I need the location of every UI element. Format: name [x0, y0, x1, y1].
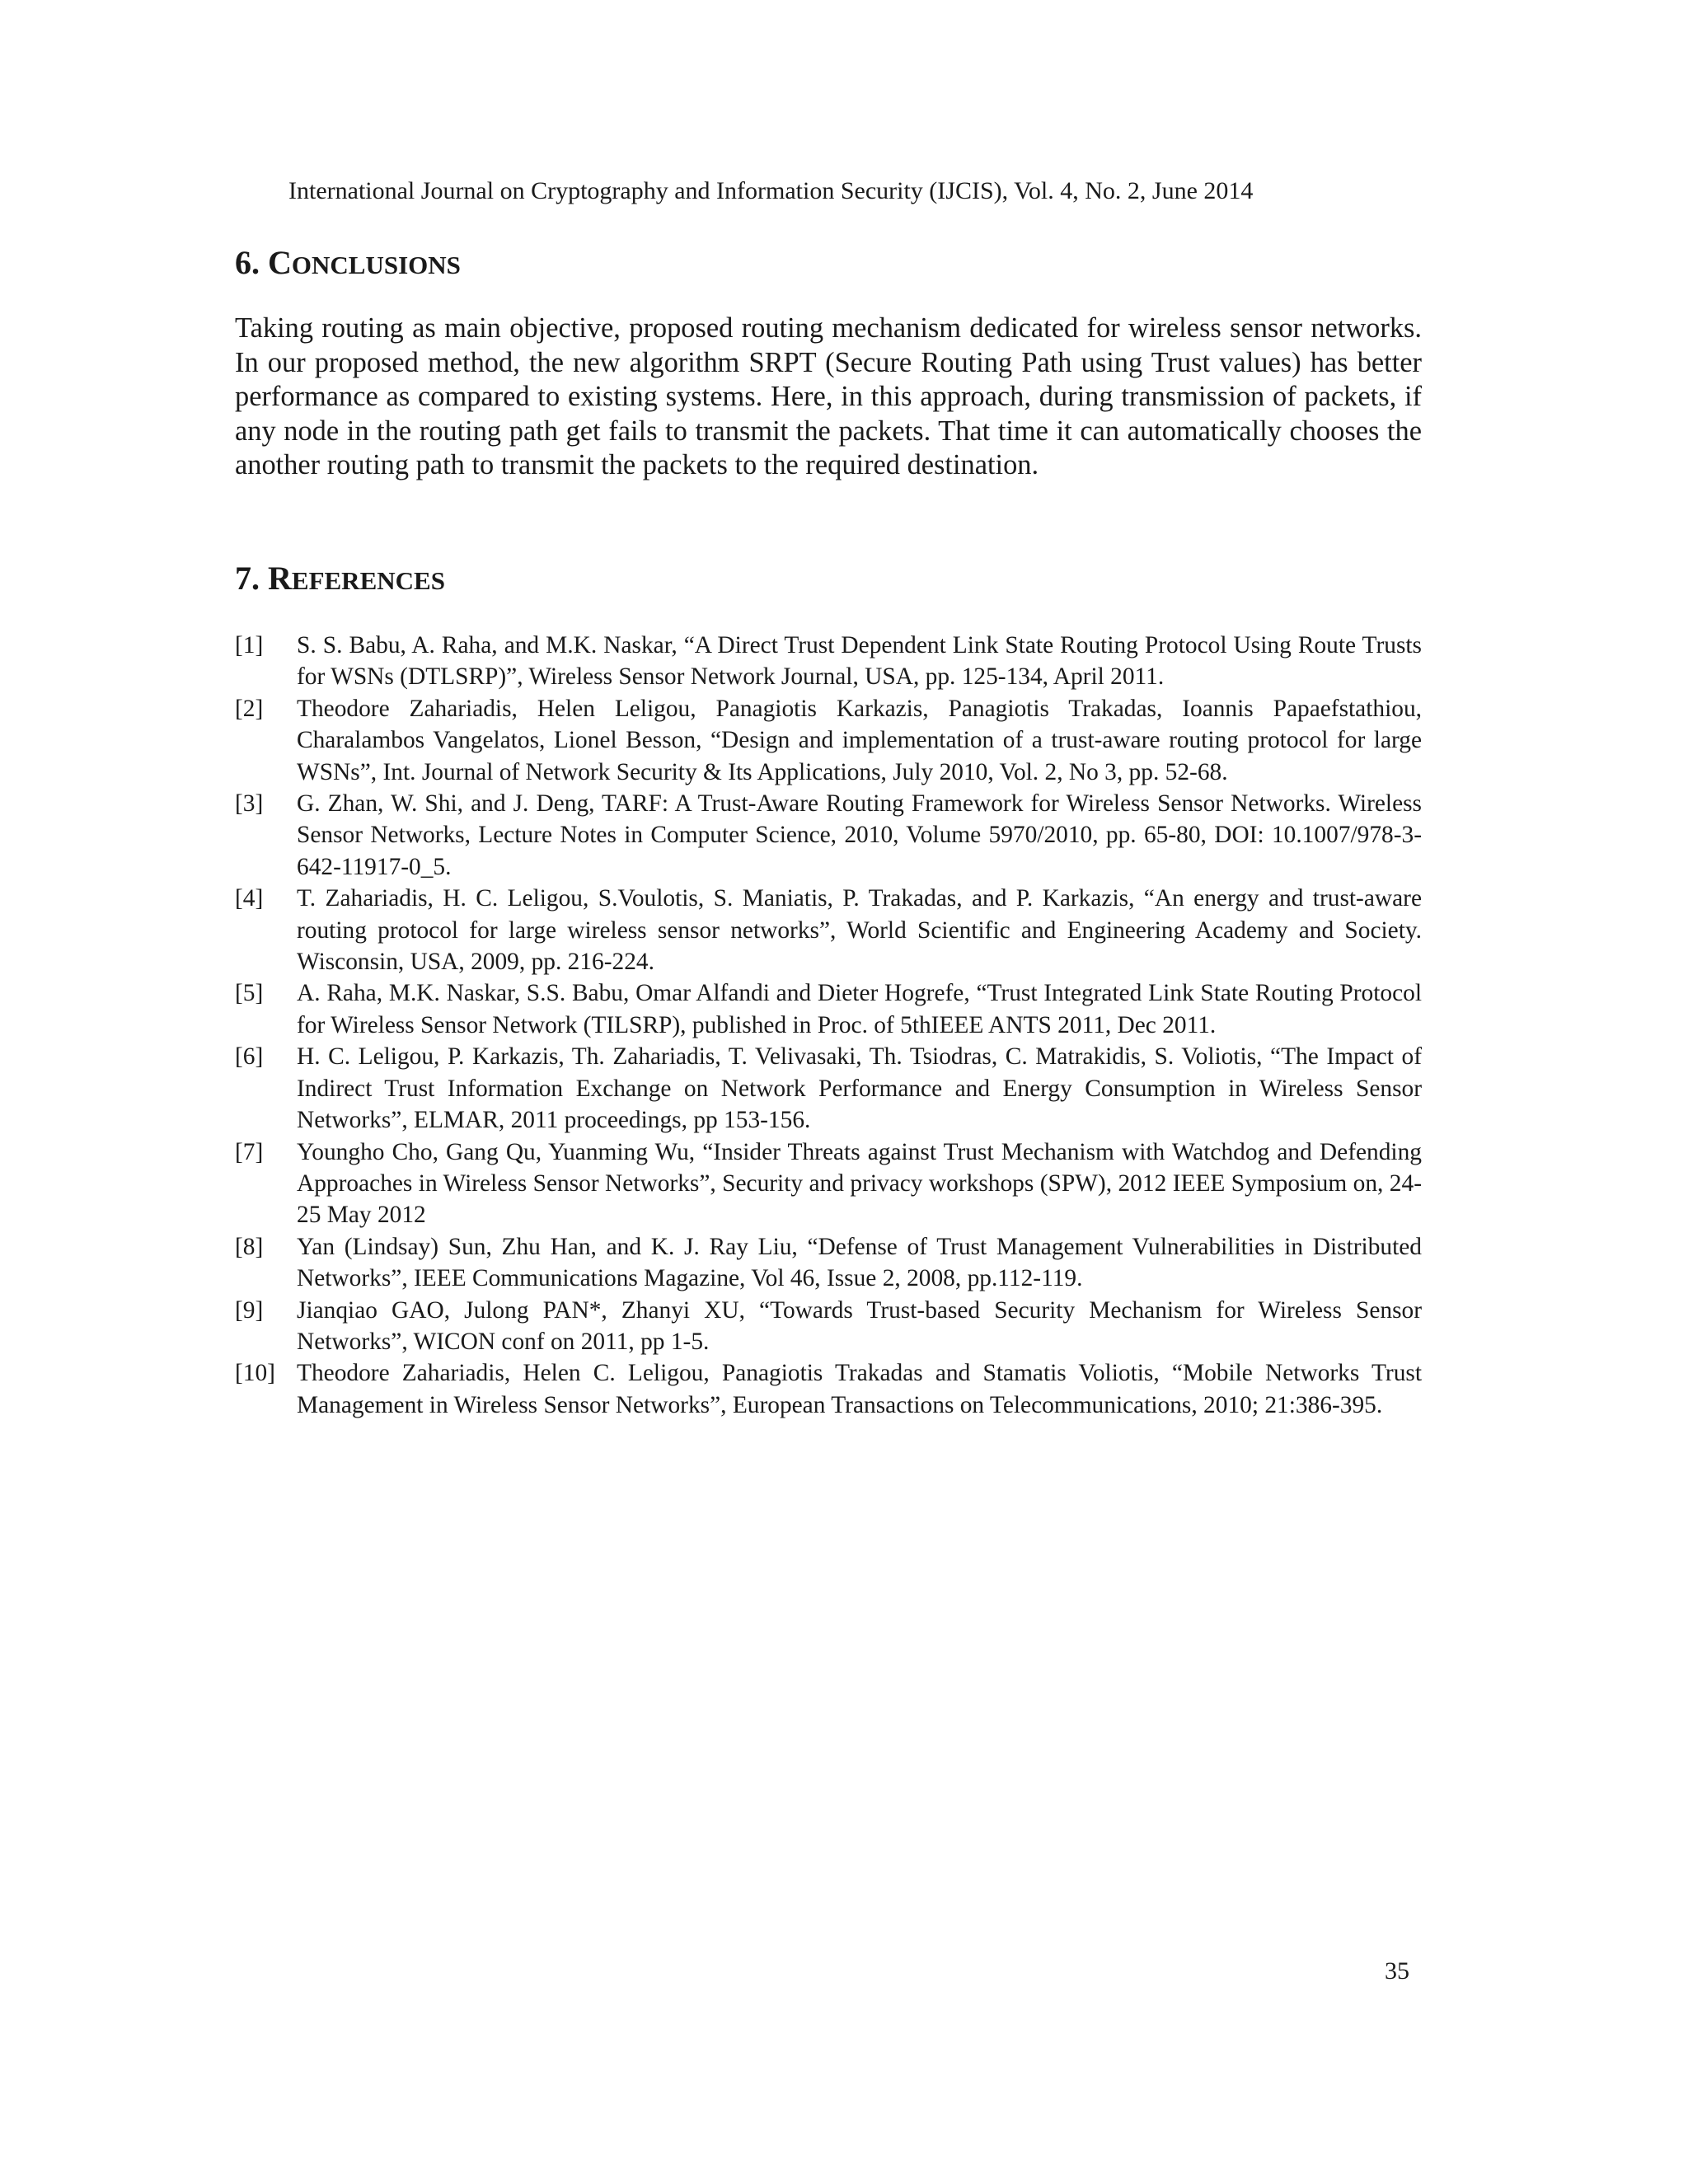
- reference-item: [235, 1137, 1422, 1231]
- reference-item: [235, 788, 1422, 883]
- references-heading-number: 7. R: [235, 560, 292, 597]
- reference-number: [1]: [235, 632, 264, 658]
- page-number: 35: [1385, 1957, 1409, 1985]
- reference-list: [235, 630, 1422, 1421]
- reference-number: [5]: [235, 980, 264, 1007]
- reference-item: [235, 1041, 1422, 1136]
- reference-text: Youngho Cho, Gang Qu, Yuanming Wu, “Insider Threats against Trust Mechanism with Watchdog and Defending Approaches in Wireless Sensor Networks”, Security and privacy workshops (SPW), 2012 IEEE Symposium on, 24-25 May 2012: [297, 1138, 1422, 1229]
- reference-number: [4]: [235, 885, 264, 912]
- conclusions-heading-number: 6. C: [235, 244, 292, 281]
- reference-text: Theodore Zahariadis, Helen Leligou, Panagiotis Karkazis, Panagiotis Trakadas, Ioannis Papaefstathiou, Charalambos Vangelatos, Lionel Besson, “Design and implementation of a trust-aware routing protocol for large WSNs”, Int. Journal of Network Security & Its Applications, July 2010, Vol. 2, No 3, pp. 52-68.: [297, 695, 1422, 785]
- reference-text: Theodore Zahariadis, Helen C. Leligou, Panagiotis Trakadas and Stamatis Voliotis, “Mobile Networks Trust Management in Wireless Sensor Networks”, European Transactions on Telecommunications, 2010; 21:386-395.: [297, 1360, 1422, 1418]
- reference-text: A. Raha, M.K. Naskar, S.S. Babu, Omar Alfandi and Dieter Hogrefe, “Trust Integrated Link State Routing Protocol for Wireless Sensor Network (TILSRP), published in Proc. of 5thIEEE ANTS 2011, Dec 2011.: [297, 980, 1422, 1038]
- reference-number: [10]: [235, 1360, 275, 1387]
- conclusions-paragraph: Taking routing as main objective, proposed routing mechanism dedicated for wireless sensor networks. In our proposed method, the new algorithm SRPT (Secure Routing Path using Trust values) has better performance as compared to existing systems. Here, in this approach, during transmission of packets, if any node in the routing path get fails to transmit the packets. That time it can automatically chooses the another routing path to transmit the packets to the required destination.: [235, 312, 1422, 481]
- reference-item: [235, 693, 1422, 788]
- reference-number: [7]: [235, 1138, 264, 1165]
- reference-text: T. Zahariadis, H. C. Leligou, S.Voulotis, S. Maniatis, P. Trakadas, and P. Karkazis, “An energy and trust-aware routing protocol for large wireless sensor networks”, World Scientific and Engineering Academy and Society. Wisconsin, USA, 2009, pp. 216-224.: [297, 885, 1422, 976]
- reference-item: [235, 977, 1422, 1041]
- references-heading-rest: EFERENCES: [291, 566, 445, 595]
- reference-text: Yan (Lindsay) Sun, Zhu Han, and K. J. Ray Liu, “Defense of Trust Management Vulnerabilities in Distributed Networks”, IEEE Communications Magazine, Vol 46, Issue 2, 2008, pp.112-119.: [297, 1233, 1422, 1292]
- reference-number: [3]: [235, 790, 264, 818]
- reference-number: [2]: [235, 695, 264, 722]
- reference-item: [235, 630, 1422, 693]
- reference-item: [235, 1357, 1422, 1421]
- conclusions-heading: [235, 241, 1430, 289]
- reference-text: H. C. Leligou, P. Karkazis, Th. Zahariadis, T. Velivasaki, Th. Tsiodras, C. Matrakidis, S. Voliotis, “The Impact of Indirect Trust Information Exchange on Network Performance and Energy Consumption in Wireless Sensor Networks”, ELMAR, 2011 proceedings, pp 153-156.: [297, 1043, 1422, 1134]
- references-heading: [235, 557, 1430, 605]
- conclusions-heading-rest: ONCLUSIONS: [291, 251, 461, 279]
- running-header: International Journal on Cryptography and Information Security (IJCIS), Vol. 4, No. 2, June 2014: [288, 177, 1254, 204]
- reference-item: [235, 1295, 1422, 1358]
- reference-item: [235, 1231, 1422, 1295]
- reference-text: G. Zhan, W. Shi, and J. Deng, TARF: A Trust-Aware Routing Framework for Wireless Sensor Networks. Wireless Sensor Networks, Lecture Notes in Computer Science, 2010, Volume 5970/2010, pp. 65-80, DOI: 10.1007/978-3-642-11917-0_5.: [297, 790, 1422, 880]
- reference-text: S. S. Babu, A. Raha, and M.K. Naskar, “A Direct Trust Dependent Link State Routing Protocol Using Route Trusts for WSNs (DTLSRP)”, Wireless Sensor Network Journal, USA, pp. 125-134, April 2011.: [297, 632, 1422, 691]
- reference-text: Jianqiao GAO, Julong PAN*, Zhanyi XU, “Towards Trust-based Security Mechanism for Wireless Sensor Networks”, WICON conf on 2011, pp 1-5.: [297, 1296, 1422, 1355]
- reference-item: [235, 883, 1422, 977]
- reference-number: [9]: [235, 1296, 264, 1324]
- reference-number: [8]: [235, 1233, 264, 1260]
- reference-number: [6]: [235, 1043, 264, 1071]
